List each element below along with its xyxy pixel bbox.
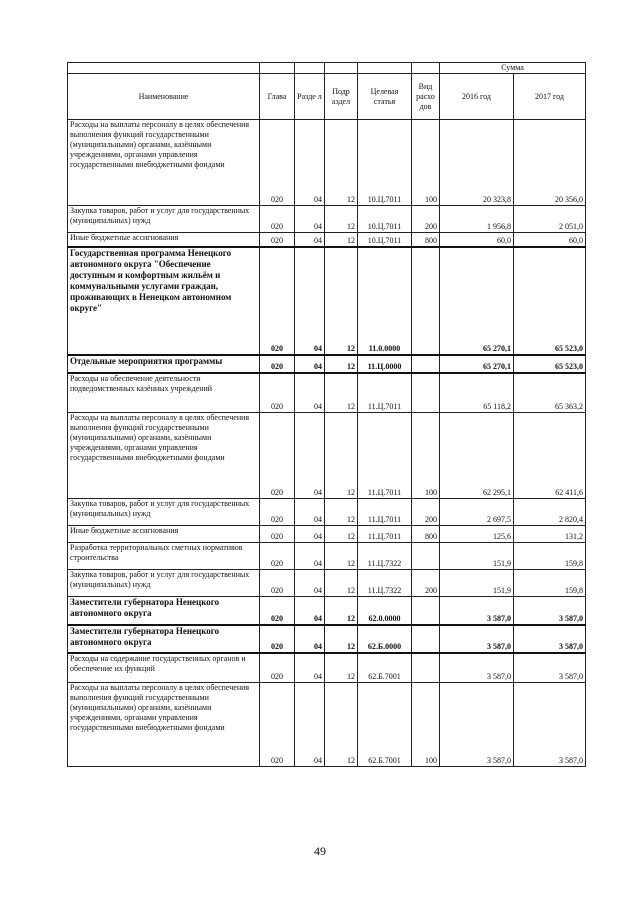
table-row (68, 570, 586, 597)
row-razdel: 04 (295, 206, 325, 233)
row-2017: 20 356,0 (514, 120, 586, 206)
row-razdel: 04 (295, 625, 325, 653)
row-2017: 159,8 (514, 570, 586, 597)
row-podrazdel: 12 (325, 206, 358, 233)
row-name: Расходы на обеспечение деятельности подведомственных казённых учреждений (68, 373, 260, 413)
row-glava: 020 (260, 526, 295, 543)
row-2017: 131,2 (514, 526, 586, 543)
table-row (68, 653, 586, 683)
row-podrazdel: 12 (325, 247, 358, 355)
row-glava: 020 (260, 120, 295, 206)
row-2016: 151,9 (440, 570, 514, 597)
row-razdel: 04 (295, 570, 325, 597)
row-glava: 020 (260, 597, 295, 625)
row-statya: 62.Б.0000 (358, 625, 412, 653)
row-name: Заместители губернатора Ненецкого автономного округа (68, 597, 260, 625)
row-razdel: 04 (295, 247, 325, 355)
row-vid (412, 247, 440, 355)
row-name: Заместители губернатора Ненецкого автономного округа (68, 625, 260, 653)
row-glava: 020 (260, 373, 295, 413)
table-row (68, 683, 586, 767)
budget-table (67, 62, 586, 767)
row-2016: 3 587,0 (440, 625, 514, 653)
row-vid: 100 (412, 120, 440, 206)
table-row (68, 247, 586, 355)
row-razdel: 04 (295, 355, 325, 373)
row-razdel: 04 (295, 653, 325, 683)
row-glava: 020 (260, 206, 295, 233)
header-2017: 2017 год (514, 74, 586, 120)
row-statya: 11.0.0000 (358, 247, 412, 355)
table-row (68, 413, 586, 499)
row-statya: 11.Ц.7322 (358, 543, 412, 570)
row-glava: 020 (260, 233, 295, 247)
row-2016: 151,9 (440, 543, 514, 570)
row-2017: 60,0 (514, 233, 586, 247)
row-podrazdel: 12 (325, 233, 358, 247)
header-summa: Сумма (440, 63, 586, 74)
row-name: Иные бюджетные ассигнования (68, 526, 260, 543)
row-podrazdel: 12 (325, 597, 358, 625)
header-razdel: Разде л (295, 74, 325, 120)
row-2016: 62 295,1 (440, 413, 514, 499)
row-name: Иные бюджетные ассигнования (68, 233, 260, 247)
header-naimenovanie: Наименование (68, 74, 260, 120)
row-vid (412, 625, 440, 653)
row-vid (412, 355, 440, 373)
row-razdel: 04 (295, 413, 325, 499)
header-vid-raskhodov: Вид расхо дов (412, 74, 440, 120)
table-row (68, 543, 586, 570)
row-vid: 200 (412, 206, 440, 233)
row-glava: 020 (260, 653, 295, 683)
row-name: Государственная программа Ненецкого автономного округа "Обеспечение доступным и комфортным жильём и коммунальными услугами граждан, проживающих в Ненецком автономном округе" (68, 247, 260, 355)
row-2017: 3 587,0 (514, 653, 586, 683)
row-podrazdel: 12 (325, 653, 358, 683)
row-podrazdel: 12 (325, 570, 358, 597)
header-2016: 2016 год (440, 74, 514, 120)
row-2017: 62 411,6 (514, 413, 586, 499)
row-name: Закупка товаров, работ и услуг для государственных (муниципальных) нужд (68, 570, 260, 597)
row-name: Расходы на выплаты персоналу в целях обеспечения выполнения функций государственными (муниципальными) органами, казёнными учреждениями, органами управления государственными внебюджетными фондами (68, 413, 260, 499)
row-vid (412, 597, 440, 625)
row-statya: 62.Б.7001 (358, 653, 412, 683)
table-row (68, 499, 586, 526)
row-statya: 11.Ц.7011 (358, 373, 412, 413)
row-statya: 11.Ц.7011 (358, 526, 412, 543)
header-podrazdel: Подр аздел (325, 74, 358, 120)
row-2016: 125,6 (440, 526, 514, 543)
table-row (68, 233, 586, 247)
row-glava: 020 (260, 247, 295, 355)
row-statya: 11.Ц.7322 (358, 570, 412, 597)
row-podrazdel: 12 (325, 373, 358, 413)
row-name: Закупка товаров, работ и услуг для государственных (муниципальных) нужд (68, 206, 260, 233)
row-razdel: 04 (295, 543, 325, 570)
row-vid: 200 (412, 570, 440, 597)
row-glava: 020 (260, 543, 295, 570)
row-2016: 65 118,2 (440, 373, 514, 413)
row-2016: 1 956,8 (440, 206, 514, 233)
row-razdel: 04 (295, 499, 325, 526)
row-glava: 020 (260, 355, 295, 373)
row-razdel: 04 (295, 597, 325, 625)
row-podrazdel: 12 (325, 683, 358, 767)
row-vid (412, 653, 440, 683)
table-row (68, 625, 586, 653)
row-2016: 3 587,0 (440, 653, 514, 683)
row-vid (412, 373, 440, 413)
header-row-top (68, 63, 586, 74)
row-glava: 020 (260, 413, 295, 499)
page-number: 49 (314, 844, 326, 858)
row-2016: 3 587,0 (440, 597, 514, 625)
row-2017: 159,8 (514, 543, 586, 570)
row-podrazdel: 12 (325, 543, 358, 570)
row-vid: 100 (412, 683, 440, 767)
table-row (68, 526, 586, 543)
row-name: Закупка товаров, работ и услуг для государственных (муниципальных) нужд (68, 499, 260, 526)
row-razdel: 04 (295, 233, 325, 247)
header-tselevaya-statya: Целевая статья (358, 74, 412, 120)
row-podrazdel: 12 (325, 355, 358, 373)
header-glava: Глава (260, 74, 295, 120)
row-razdel: 04 (295, 120, 325, 206)
table-row (68, 206, 586, 233)
row-glava: 020 (260, 499, 295, 526)
row-vid: 100 (412, 413, 440, 499)
row-2017: 65 523,0 (514, 247, 586, 355)
row-statya: 10.Ц.7011 (358, 206, 412, 233)
row-2017: 2 820,4 (514, 499, 586, 526)
row-name: Расходы на выплаты персоналу в целях обеспечения выполнения функций государственными (муниципальными) органами, казёнными учреждениями, органами управления государственными внебюджетными фондами (68, 120, 260, 206)
row-2016: 2 697,5 (440, 499, 514, 526)
row-2017: 3 587,0 (514, 683, 586, 767)
row-vid: 800 (412, 233, 440, 247)
row-2017: 2 051,0 (514, 206, 586, 233)
row-name: Расходы на выплаты персоналу в целях обеспечения выполнения функций государственными (муниципальными) органами, казёнными учреждениями, органами управления государственными внебюджетными фондами (68, 683, 260, 767)
table-row (68, 355, 586, 373)
row-vid: 200 (412, 499, 440, 526)
row-statya: 11.Ц.7011 (358, 499, 412, 526)
row-podrazdel: 12 (325, 526, 358, 543)
row-name: Расходы на содержание государственных органов и обеспечение их функций (68, 653, 260, 683)
row-statya: 62.0.0000 (358, 597, 412, 625)
table-row (68, 120, 586, 206)
table-row (68, 373, 586, 413)
row-podrazdel: 12 (325, 120, 358, 206)
row-2016: 60,0 (440, 233, 514, 247)
row-2016: 3 587,0 (440, 683, 514, 767)
row-name: Разработка территориальных сметных нормативов строительства (68, 543, 260, 570)
row-2016: 65 270,1 (440, 247, 514, 355)
row-podrazdel: 12 (325, 413, 358, 499)
row-razdel: 04 (295, 526, 325, 543)
row-statya: 62.Б.7001 (358, 683, 412, 767)
row-glava: 020 (260, 625, 295, 653)
row-podrazdel: 12 (325, 499, 358, 526)
header-blank (68, 63, 260, 74)
row-2017: 65 363,2 (514, 373, 586, 413)
row-statya: 11.Ц.0000 (358, 355, 412, 373)
row-glava: 020 (260, 683, 295, 767)
row-glava: 020 (260, 570, 295, 597)
header-row (68, 74, 586, 120)
row-statya: 10.Ц.7011 (358, 233, 412, 247)
row-statya: 10.Ц.7011 (358, 120, 412, 206)
row-2017: 3 587,0 (514, 625, 586, 653)
row-2016: 20 323,8 (440, 120, 514, 206)
row-vid: 800 (412, 526, 440, 543)
row-vid (412, 543, 440, 570)
row-2016: 65 270,1 (440, 355, 514, 373)
row-razdel: 04 (295, 373, 325, 413)
row-statya: 11.Ц.7011 (358, 413, 412, 499)
row-razdel: 04 (295, 683, 325, 767)
row-name: Отдельные мероприятия программы (68, 355, 260, 373)
row-2017: 3 587,0 (514, 597, 586, 625)
row-2017: 65 523,0 (514, 355, 586, 373)
row-podrazdel: 12 (325, 625, 358, 653)
table-row (68, 597, 586, 625)
